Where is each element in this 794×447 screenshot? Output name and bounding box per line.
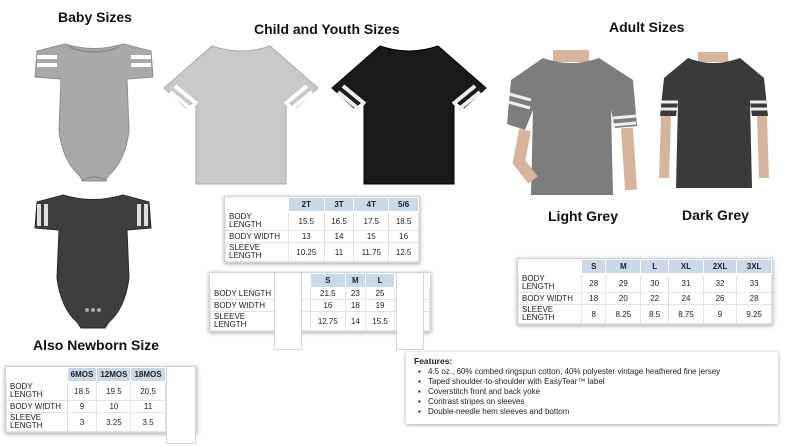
cell: 28 bbox=[737, 293, 772, 305]
cell: 11 bbox=[324, 243, 354, 262]
row-label: BODY WIDTH bbox=[226, 231, 289, 243]
cell: 26 bbox=[703, 293, 736, 305]
table-row bbox=[519, 305, 772, 324]
table-row bbox=[226, 243, 419, 262]
cell: 9 bbox=[703, 305, 736, 324]
cell: 23 bbox=[345, 288, 365, 300]
cell: 13 bbox=[289, 231, 325, 243]
cell: 19.5 bbox=[97, 382, 131, 401]
baby-onesie-dark-grey-image bbox=[33, 192, 153, 332]
cell: 18.5 bbox=[389, 212, 419, 231]
cell: 12.75 bbox=[311, 312, 346, 331]
cell: 14 bbox=[345, 312, 365, 331]
cell: 14 bbox=[324, 231, 354, 243]
row-label: BODY WIDTH bbox=[7, 401, 68, 413]
cell: 17.5 bbox=[354, 212, 389, 231]
dark-grey-label: Dark Grey bbox=[682, 207, 749, 223]
cell: 15.5 bbox=[366, 312, 395, 331]
features-title: Features: bbox=[414, 356, 453, 366]
column-header: M bbox=[345, 274, 365, 288]
cell: 8 bbox=[582, 305, 606, 324]
list-item: ▪ 4.5 oz., 60% combed ringspun cotton, 40% polyester vintage heathered fine jersey bbox=[428, 367, 770, 377]
cell: 8.5 bbox=[641, 305, 669, 324]
cell: 18.5 bbox=[67, 382, 97, 401]
features-list bbox=[414, 367, 770, 417]
cell: 20 bbox=[606, 293, 641, 305]
column-header: 6MOS bbox=[67, 368, 97, 382]
column-header: 5/6 bbox=[389, 198, 419, 212]
cell: 9.25 bbox=[737, 305, 772, 324]
child-youth-sizes-heading: Child and Youth Sizes bbox=[254, 21, 400, 37]
corner-cell bbox=[7, 368, 68, 382]
row-label: BODY LENGTH bbox=[226, 212, 289, 231]
cell: 3 bbox=[67, 413, 97, 432]
cell: 8.75 bbox=[669, 305, 704, 324]
cell: 8.25 bbox=[606, 305, 641, 324]
column-header: 2T bbox=[289, 198, 325, 212]
cell: 15.5 bbox=[289, 212, 325, 231]
cell: 18 bbox=[582, 293, 606, 305]
column-header: L bbox=[366, 274, 395, 288]
cell: 29 bbox=[606, 274, 641, 293]
cell: 9 bbox=[67, 401, 97, 413]
youth-size-table-card bbox=[209, 272, 431, 332]
overlay-patch bbox=[166, 366, 196, 444]
list-item: ▪ Contrast stripes on sleeves bbox=[428, 397, 770, 407]
light-grey-label: Light Grey bbox=[548, 208, 619, 224]
table-row bbox=[226, 231, 419, 243]
corner-cell bbox=[519, 260, 582, 274]
column-header: 3T bbox=[324, 198, 354, 212]
column-header: XL bbox=[669, 260, 704, 274]
cell: 16 bbox=[389, 231, 419, 243]
cell: 25 bbox=[366, 288, 395, 300]
list-item: ▪ Taped shoulder-to-shoulder with EasyTear™ label bbox=[428, 377, 770, 387]
cell: 10 bbox=[97, 401, 131, 413]
newborn-size-heading: Also Newborn Size bbox=[33, 337, 160, 353]
row-label: SLEEVE LENGTH bbox=[226, 243, 289, 262]
cell: 28 bbox=[582, 274, 606, 293]
column-header: 2XL bbox=[703, 260, 736, 274]
corner-cell bbox=[226, 198, 289, 212]
overlay-patch bbox=[396, 272, 424, 350]
cell: 19 bbox=[366, 300, 395, 312]
table-row bbox=[226, 212, 419, 231]
row-label: BODY WIDTH bbox=[519, 293, 582, 305]
cell: 32 bbox=[703, 274, 736, 293]
column-header: 4T bbox=[354, 198, 389, 212]
cell: 12.5 bbox=[389, 243, 419, 262]
overlay-patch bbox=[274, 272, 302, 350]
features-box bbox=[406, 352, 778, 424]
cell: 11 bbox=[131, 401, 165, 413]
adult-sizes-heading: Adult Sizes bbox=[609, 19, 685, 35]
row-label: BODY LENGTH bbox=[519, 274, 582, 293]
cell: 22 bbox=[641, 293, 669, 305]
column-header: 3XL bbox=[737, 260, 772, 274]
child-size-table-card bbox=[224, 196, 420, 263]
column-header: 18MOS bbox=[131, 368, 165, 382]
column-header: M bbox=[606, 260, 641, 274]
column-header: S bbox=[311, 274, 346, 288]
adult-size-table bbox=[518, 259, 772, 324]
table-row bbox=[519, 274, 772, 293]
corner-cell bbox=[211, 274, 278, 288]
adult-size-table-card bbox=[517, 258, 773, 325]
cell: 15 bbox=[354, 231, 389, 243]
row-label: SLEEVE LENGTH bbox=[519, 305, 582, 324]
table-row bbox=[519, 293, 772, 305]
child-tee-black-image bbox=[330, 44, 488, 186]
column-header: 12MOS bbox=[97, 368, 131, 382]
cell: 11.75 bbox=[354, 243, 389, 262]
cell: 3.5 bbox=[131, 413, 165, 432]
cell: 20.5 bbox=[131, 382, 165, 401]
child-tee-light-grey-image bbox=[162, 44, 320, 186]
baby-sizes-heading: Baby Sizes bbox=[58, 9, 132, 25]
cell: 33 bbox=[737, 274, 772, 293]
cell: 16 bbox=[311, 300, 346, 312]
row-label: SLEEVE LENGTH bbox=[211, 312, 278, 331]
adult-dark-grey-model-image bbox=[656, 52, 772, 188]
adult-light-grey-model-image bbox=[503, 50, 641, 195]
row-label: BODY LENGTH bbox=[211, 288, 278, 300]
cell: 30 bbox=[641, 274, 669, 293]
cell: 10.25 bbox=[289, 243, 325, 262]
baby-onesie-light-grey-image bbox=[33, 41, 155, 185]
newborn-size-table-card bbox=[5, 366, 197, 433]
cell: 31 bbox=[669, 274, 704, 293]
cell: 3.25 bbox=[97, 413, 131, 432]
row-label: BODY WIDTH bbox=[211, 300, 278, 312]
cell: 16.5 bbox=[324, 212, 354, 231]
row-label: SLEEVE LENGTH bbox=[7, 413, 68, 432]
cell: 18 bbox=[345, 300, 365, 312]
child-size-table bbox=[225, 197, 419, 262]
column-header: S bbox=[582, 260, 606, 274]
list-item: ▪ Coverstitch front and back yoke bbox=[428, 387, 770, 397]
column-header: L bbox=[641, 260, 669, 274]
cell: 24 bbox=[669, 293, 704, 305]
row-label: BODY LENGTH bbox=[7, 382, 68, 401]
cell: 21.5 bbox=[311, 288, 346, 300]
list-item: ▪ Double-needle hem sleeves and bottom bbox=[428, 407, 770, 417]
